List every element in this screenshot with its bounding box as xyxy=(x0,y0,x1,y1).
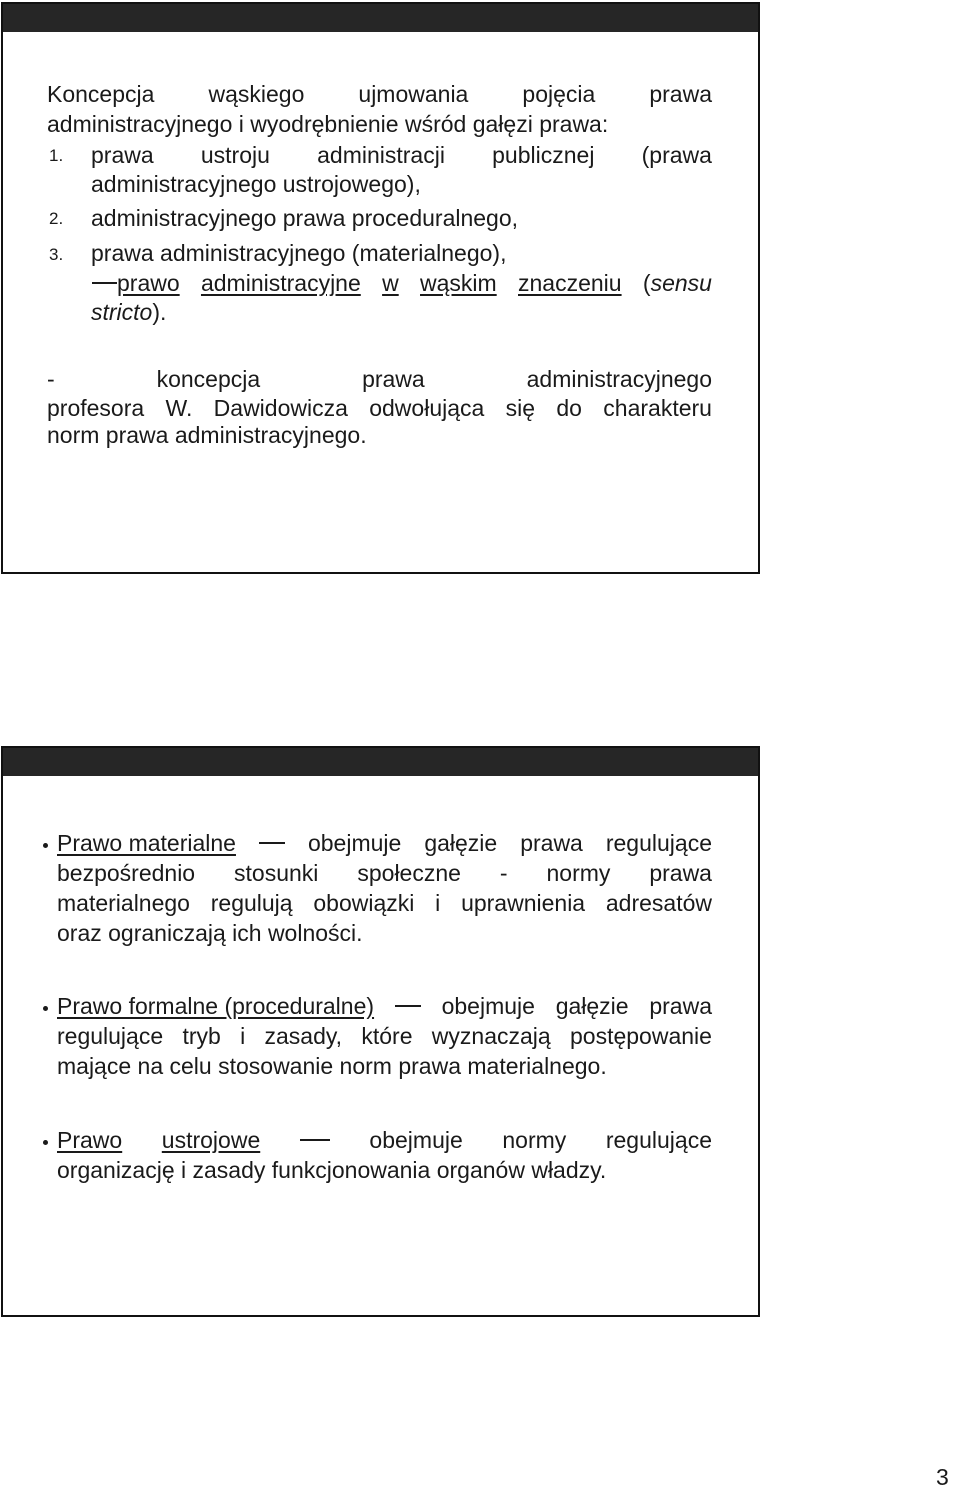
bullet-3-line-2: organizację i zasady funkcjonowania organów władzy. xyxy=(57,1157,607,1183)
em-dash xyxy=(300,1139,330,1141)
item-3-line-1: prawa administracyjnego (materialnego), xyxy=(91,240,507,266)
item-number-3: 3. xyxy=(49,245,64,264)
em-dash xyxy=(395,1005,421,1007)
bullet-dot xyxy=(43,1140,48,1145)
intro-line-2: administracyjnego i wyodrębnienie wśród gałęzi prawa: xyxy=(47,111,609,137)
sub-item-line-2: stricto). xyxy=(91,299,167,325)
bullet-2-line-2: regulujące tryb i zasady, które wyznaczają postępowanie xyxy=(57,1023,712,1049)
item-2-line-1: administracyjnego prawa proceduralnego, xyxy=(91,205,519,231)
slide-header-bar xyxy=(3,4,758,32)
bullet-dot xyxy=(43,843,48,848)
page-number: 3 xyxy=(936,1464,949,1490)
bullet-2-line-1: Prawo formalne (proceduralne) obejmuje gałęzie prawa xyxy=(57,993,712,1019)
bullet-3-line-1: Prawo ustrojowe obejmuje normy regulujące xyxy=(57,1127,712,1153)
dawidowicz-line-1: - koncepcja prawa administracyjnego xyxy=(47,366,712,392)
item-1-line-2: administracyjnego ustrojowego), xyxy=(91,171,421,197)
dawidowicz-line-3: norm prawa administracyjnego. xyxy=(47,422,367,448)
item-number-2: 2. xyxy=(49,209,64,228)
item-number-1: 1. xyxy=(49,146,64,165)
bullet-dot xyxy=(43,1006,48,1011)
slide-header-bar xyxy=(3,748,758,776)
bullet-1-line-3: materialnego regulują obowiązki i uprawnienia adresatów xyxy=(57,890,712,916)
sub-item-line-1: prawo administracyjne w wąskim znaczeniu (sensu xyxy=(117,270,712,296)
bullet-1-line-2: bezpośrednio stosunki społeczne - normy prawa xyxy=(57,860,712,886)
dawidowicz-line-2: profesora W. Dawidowicza odwołująca się do charakteru xyxy=(47,395,712,421)
intro-line-1: Koncepcja wąskiego ujmowania pojęcia prawa xyxy=(47,81,712,107)
em-dash xyxy=(259,842,285,844)
bullet-1-line-4: oraz ograniczają ich wolności. xyxy=(57,920,363,946)
bullet-2-line-3: mające na celu stosowanie norm prawa materialnego. xyxy=(57,1053,607,1079)
bullet-1-line-1: Prawo materialne obejmuje gałęzie prawa regulujące xyxy=(57,830,712,856)
item-1-line-1: prawa ustroju administracji publicznej (prawa xyxy=(91,142,712,168)
em-dash xyxy=(92,282,117,284)
